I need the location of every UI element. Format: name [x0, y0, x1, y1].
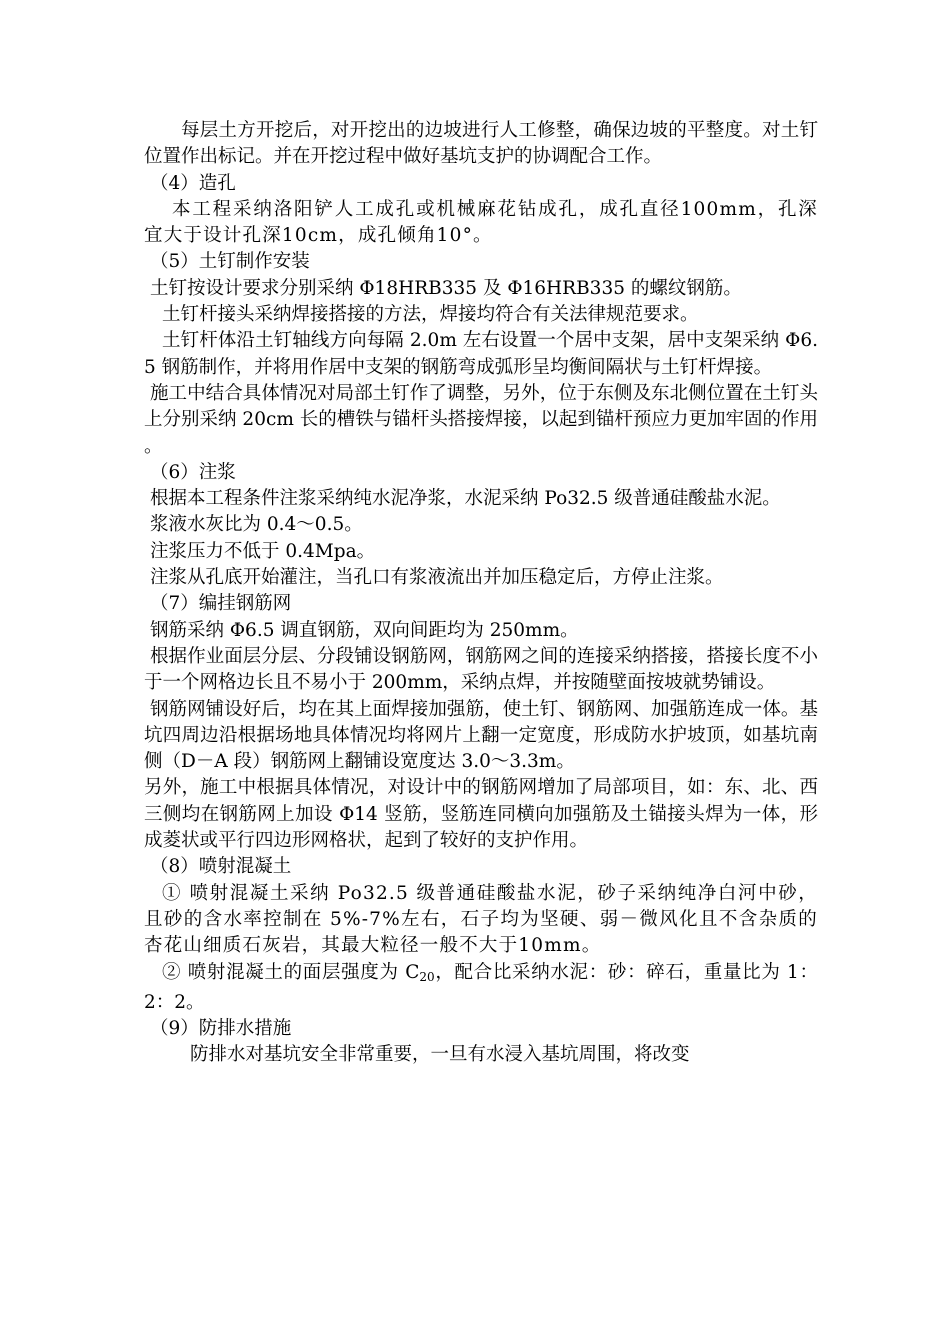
paragraph-excavation: 每层土方开挖后，对开挖出的边坡进行人工修整，确保边坡的平整度。对土钉位置作出标记。并在开挖过程中做好基坑支护的协调配合工作。 — [144, 120, 818, 168]
shotcrete-mix-text: ，配合比采纳水泥：砂：碎石，重量比为 1：2：2。 — [144, 961, 818, 1013]
shotcrete-strength-text: ② 喷射混凝土的面层强度为 C — [162, 961, 420, 983]
heading-soil-nail: （5）土钉制作安装 — [150, 251, 310, 273]
heading-drilling: （4）造孔 — [150, 172, 236, 194]
document-body — [144, 118, 818, 1069]
paragraph-soil-nail-joint: 土钉杆接头采纳焊接搭接的方法，焊接均符合有关法律规范要求。 — [162, 304, 699, 326]
paragraph-drainage: 防排水对基坑安全非常重要，一旦有水浸入基坑周围，将改变 — [190, 1044, 690, 1066]
paragraph-grouting-method: 注浆从孔底开始灌注，当孔口有浆液流出并加压稳定后，方停止注浆。 — [150, 567, 724, 589]
strength-grade-subscript: 20 — [419, 969, 435, 984]
paragraph-soil-nail-support: 土钉杆体沿土钉轴线方向每隔 2.0m 左右设置一个居中支架，居中支架采纳 Φ6.5 钢筋制作，并将用作居中支架的钢筋弯成弧形呈均衡间隔状与土钉杆焊接。 — [144, 330, 818, 378]
paragraph-mesh-additional: 另外，施工中根据具体情况，对设计中的钢筋网增加了局部项目，如：东、北、西三侧均在钢筋网上加设 Φ14 竖筋，竖筋连同横向加强筋及土锚接头焊为一体，形成菱状或平行四边形网格状，起到了较好的支护作用。 — [144, 777, 818, 852]
paragraph-mesh-steel: 钢筋采纳 Φ6.5 调直钢筋，双向间距均为 250mm。 — [150, 619, 579, 641]
paragraph-grouting-pressure: 注浆压力不低于 0.4Mpa。 — [150, 540, 376, 562]
heading-drainage: （9）防排水措施 — [150, 1018, 292, 1040]
heading-mesh: （7）编挂钢筋网 — [150, 593, 292, 615]
paragraph-drilling: 本工程采纳洛阳铲人工成孔或机械麻花钻成孔，成孔直径100mm，孔深宜大于设计孔深10cm，成孔倾角10°。 — [144, 198, 818, 247]
paragraph-mesh-laying: 根据作业面层分层、分段铺设钢筋网，钢筋网之间的连接采纳搭接，搭接长度不小于一个网格边长且不易小于 200mm，采纳点焊，并按随壁面按坡就势铺设。 — [144, 645, 818, 694]
paragraph-shotcrete-materials: ① 喷射混凝土采纳 Po32.5 级普通硅酸盐水泥，砂子采纳纯净白河中砂，且砂的含水率控制在 5%-7%左右，石子均为坚硬、弱－微风化且不含杂质的杏花山细质石灰岩，其最大粒径一般不大于10mm。 — [144, 882, 818, 957]
heading-shotcrete: （8）喷射混凝土 — [150, 856, 292, 878]
paragraph-mesh-reinforce: 钢筋网铺设好后，均在其上面焊接加强筋，使土钉、钢筋网、加强筋连成一体。基坑四周边沿根据场地具体情况均将网片上翻一定宽度，形成防水护坡顶，如基坑南侧（D－A 段）钢筋网上翻铺设宽度达 3.0～3.3m。 — [144, 698, 818, 773]
paragraph-soil-nail-steel: 土钉按设计要求分别采纳 Φ18HRB335 及 Φ16HRB335 的螺纹钢筋。 — [150, 277, 742, 299]
paragraph-shotcrete-strength — [144, 960, 818, 1017]
paragraph-grouting-cement: 根据本工程条件注浆采纳纯水泥净浆，水泥采纳 Po32.5 级普通硅酸盐水泥。 — [150, 488, 781, 510]
heading-grouting: （6）注浆 — [150, 461, 236, 483]
paragraph-soil-nail-adjust: 施工中结合具体情况对局部土钉作了调整，另外，位于东侧及东北侧位置在土钉头上分别采纳 20cm 长的槽铁与锚杆头搭接焊接，以起到锚杆预应力更加牢固的作用 。 — [144, 382, 818, 457]
paragraph-grouting-ratio: 浆液水灰比为 0.4～0.5。 — [150, 514, 363, 536]
